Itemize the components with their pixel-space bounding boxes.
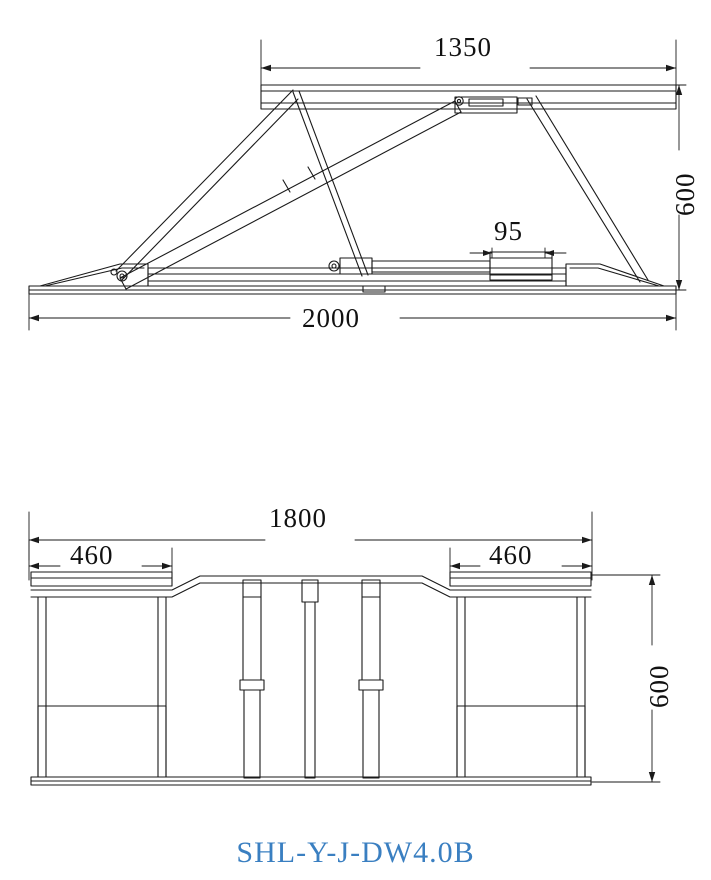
model-designation-label: SHL-Y-J-DW4.0B [236,836,475,869]
dim-460-right-text: 460 [489,540,533,570]
dim-2000-text: 2000 [302,303,360,333]
dim-95-text: 95 [494,216,523,246]
runway-platforms [31,572,591,586]
dim-600-top-text: 600 [670,172,700,216]
dim-460-left-text: 460 [70,540,114,570]
scissor-secondary-arm [116,90,298,281]
dim-1350-text: 1350 [434,32,492,62]
mid-tie-bar [293,91,368,276]
left-leg-assembly [38,597,166,777]
upper-carriage-detail [455,97,532,113]
center-cylinders [240,580,383,778]
dim-600-bottom-text: 600 [644,664,674,708]
dim-1800-text: 1800 [269,503,327,533]
right-leg-assembly [457,597,585,777]
